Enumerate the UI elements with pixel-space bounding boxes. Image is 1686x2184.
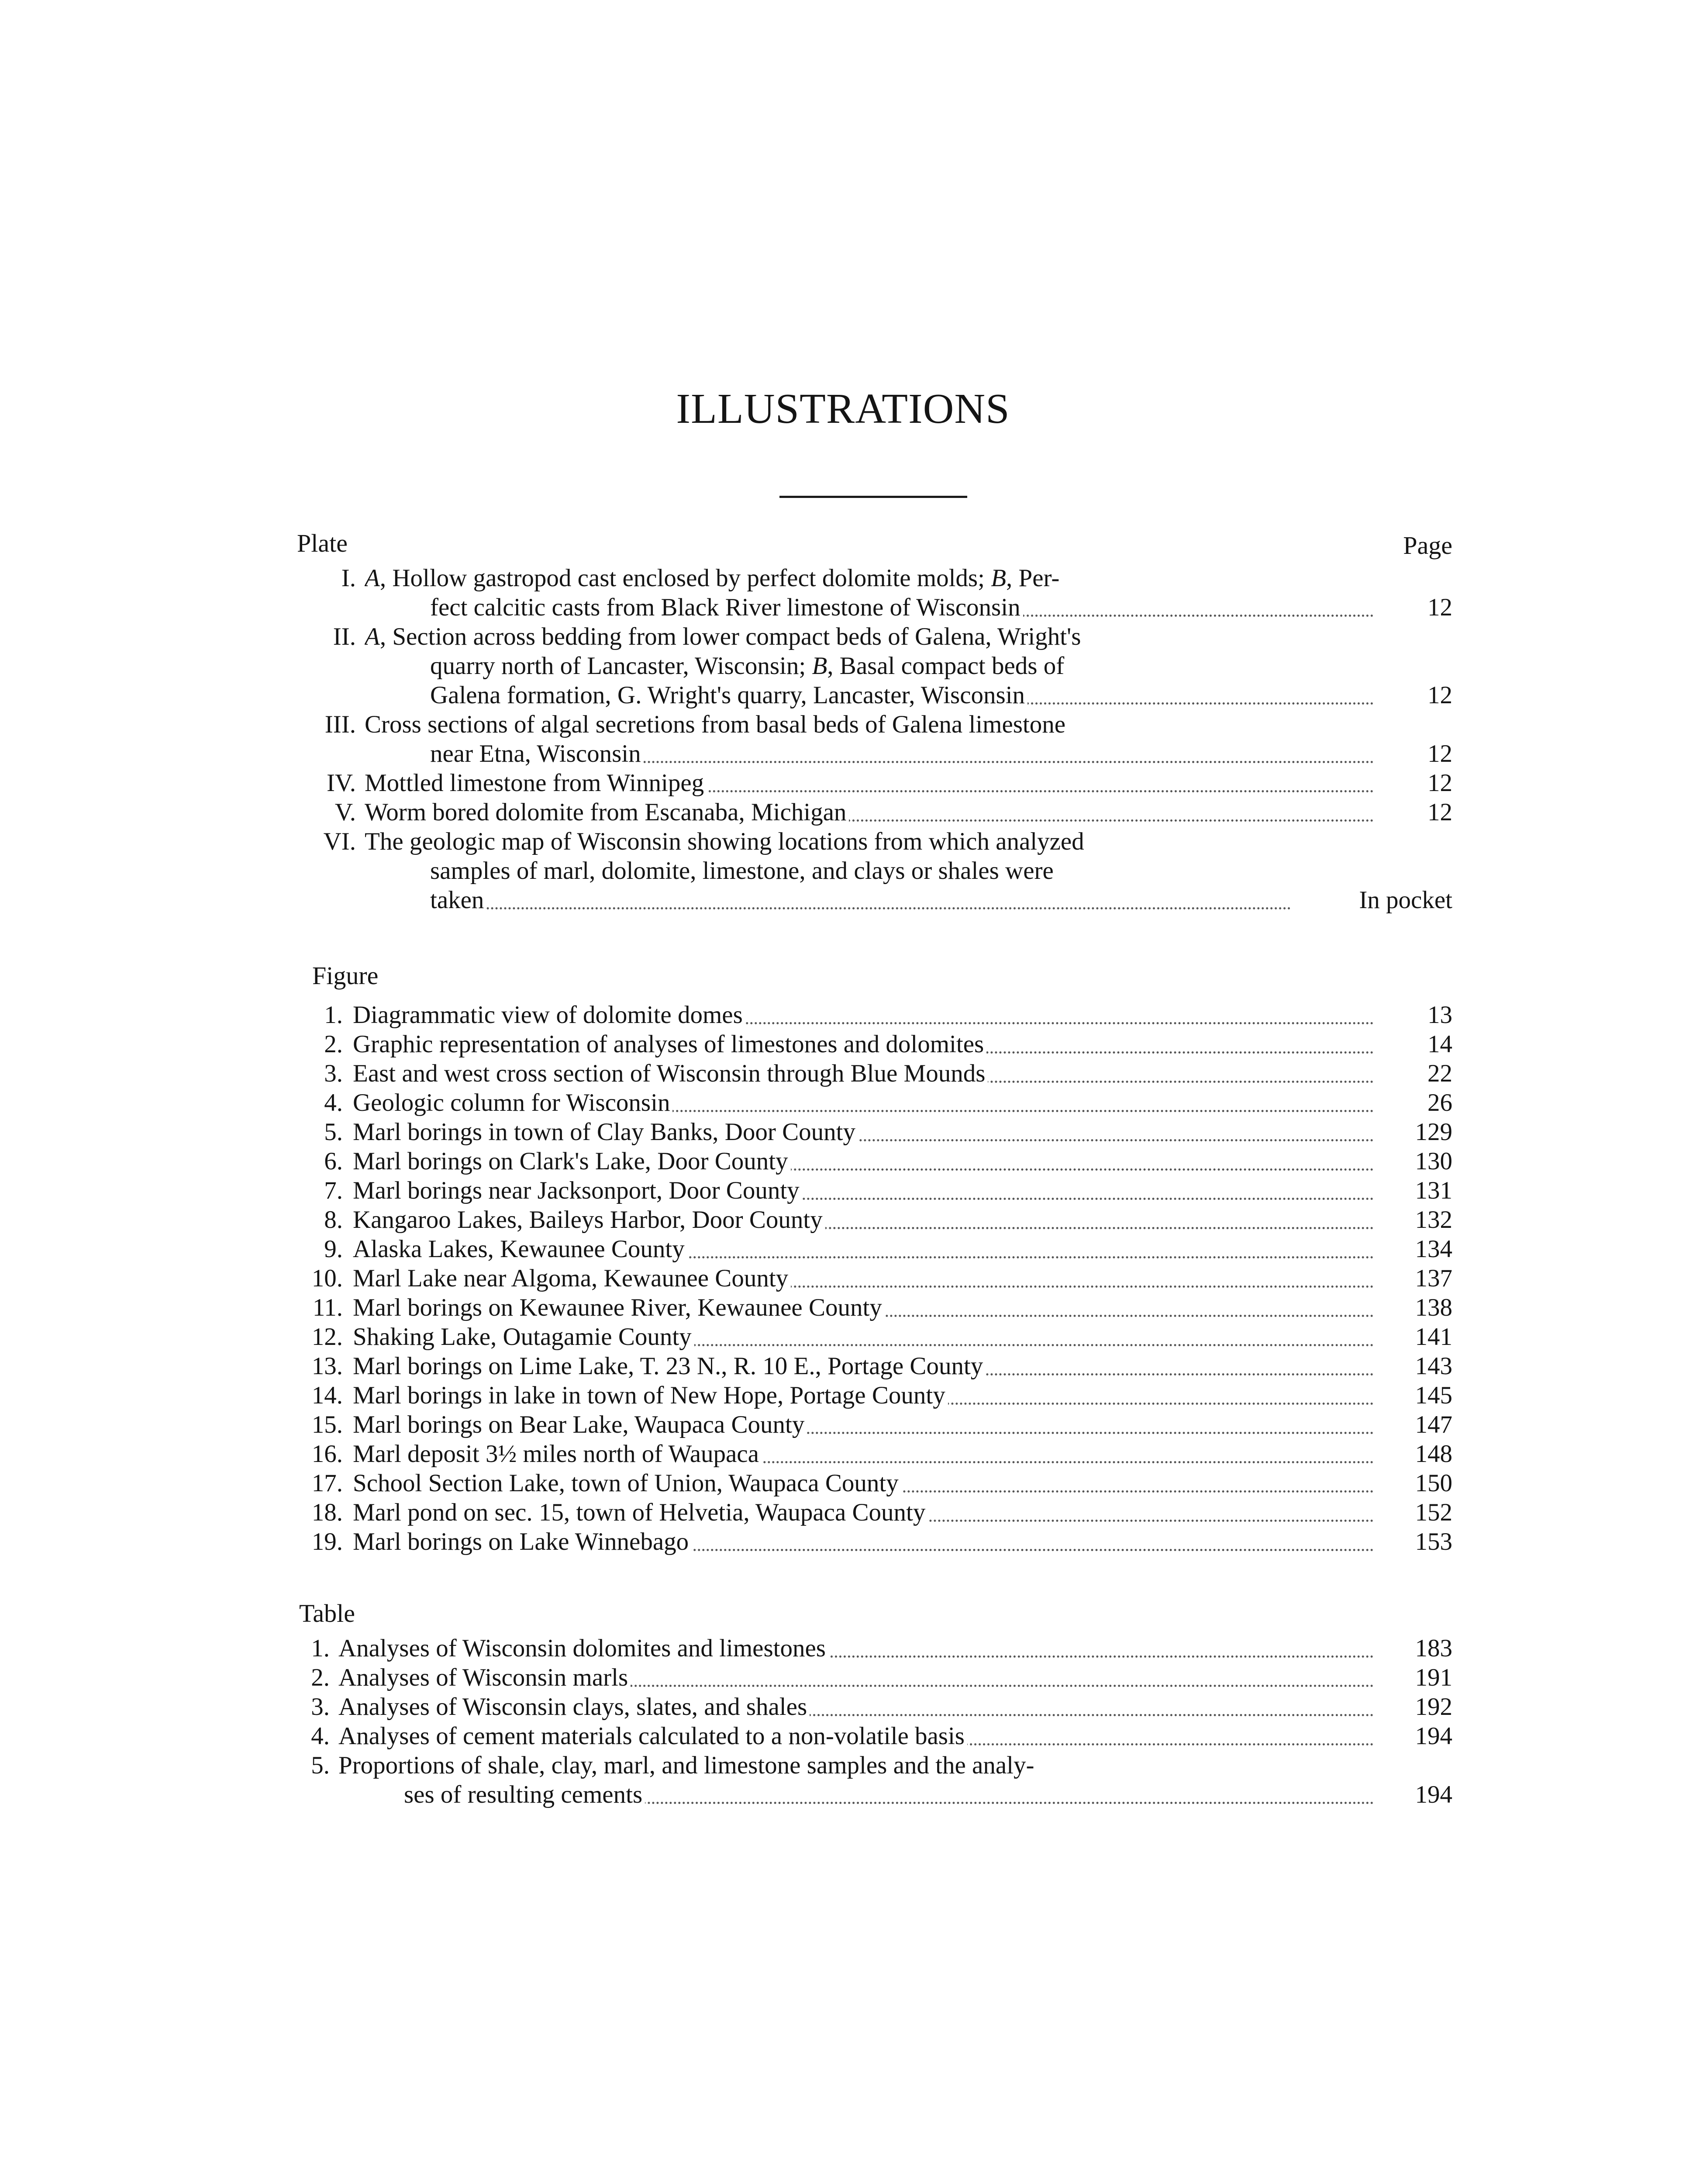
figure-number: 9.: [324, 1235, 343, 1263]
plate-page-number: In pocket: [1359, 886, 1452, 914]
table-title-text: Analyses of Wisconsin clays, slates, and shales: [338, 1692, 1374, 1721]
figure-number: 2.: [324, 1030, 343, 1058]
table-number: 3.: [311, 1693, 330, 1721]
figure-page-number: 131: [1415, 1177, 1452, 1204]
figure-number: 18.: [311, 1499, 343, 1526]
plate-page-number: 12: [1427, 681, 1452, 709]
figure-title-text: Marl borings on Bear Lake, Waupaca County: [353, 1410, 1374, 1439]
plate-title-text: A, Hollow gastropod cast enclosed by perfect dolomite molds; B, Per-: [365, 563, 1452, 593]
figure-page-number: 147: [1415, 1411, 1452, 1438]
figure-title-text: East and west cross section of Wisconsin through Blue Mounds: [353, 1059, 1374, 1088]
figure-page-number: 148: [1415, 1440, 1452, 1468]
figure-number: 7.: [324, 1177, 343, 1204]
figure-page-number: 129: [1415, 1118, 1452, 1146]
plate-heading: Plate: [297, 529, 348, 557]
plate-title-text: Cross sections of algal secretions from basal beds of Galena limestone: [365, 710, 1452, 739]
figure-title-text: Geologic column for Wisconsin: [353, 1088, 1374, 1117]
page-title: ILLUSTRATIONS: [676, 385, 1010, 432]
plate-number: I.: [341, 564, 356, 592]
figure-number: 12.: [311, 1323, 343, 1351]
figure-title-text: Kangaroo Lakes, Baileys Harbor, Door County: [353, 1205, 1374, 1234]
figure-page-number: 143: [1415, 1352, 1452, 1380]
plate-title-text: The geologic map of Wisconsin showing locations from which analyzed: [365, 827, 1452, 856]
table-page-number: 194: [1415, 1781, 1452, 1808]
figure-page-number: 134: [1415, 1235, 1452, 1263]
figure-page-number: 145: [1415, 1382, 1452, 1409]
plate-number: IV.: [326, 769, 356, 797]
figure-title-text: Marl Lake near Algoma, Kewaunee County: [353, 1264, 1374, 1293]
figure-title-text: Graphic representation of analyses of limestones and dolomites: [353, 1030, 1374, 1059]
figure-title-text: Diagrammatic view of dolomite domes: [353, 1000, 1374, 1030]
figure-page-number: 152: [1415, 1499, 1452, 1526]
plate-page-number: 12: [1427, 769, 1452, 797]
plate-title-text: near Etna, Wisconsin: [430, 739, 1374, 768]
figure-number: 10.: [311, 1265, 343, 1292]
figure-page-number: 141: [1415, 1323, 1452, 1351]
table-page-number: 192: [1415, 1693, 1452, 1721]
figure-number: 1.: [324, 1001, 343, 1029]
title-rule: [779, 496, 967, 498]
figure-number: 4.: [324, 1089, 343, 1116]
plate-title-text: taken: [430, 885, 1291, 915]
plate-title-text: A, Section across bedding from lower compact beds of Galena, Wright's: [365, 622, 1452, 651]
figure-number: 14.: [311, 1382, 343, 1409]
plate-number: III.: [324, 711, 356, 738]
figure-number: 13.: [311, 1352, 343, 1380]
figure-title-text: School Section Lake, town of Union, Waupaca County: [353, 1469, 1374, 1498]
figure-page-number: 130: [1415, 1147, 1452, 1175]
figure-number: 15.: [311, 1411, 343, 1438]
table-title-text: Analyses of Wisconsin dolomites and limestones: [338, 1634, 1374, 1663]
figure-title-text: Marl borings in lake in town of New Hope, Portage County: [353, 1381, 1374, 1410]
plate-title-text: Galena formation, G. Wright's quarry, Lancaster, Wisconsin: [430, 681, 1374, 710]
table-page-number: 194: [1415, 1722, 1452, 1750]
figure-number: 8.: [324, 1206, 343, 1234]
plate-number: V.: [334, 798, 356, 826]
figure-title-text: Marl borings on Lake Winnebago: [353, 1527, 1374, 1556]
table-number: 1.: [311, 1635, 330, 1662]
table-title-text: Analyses of Wisconsin marls: [338, 1663, 1374, 1692]
table-title-text: Proportions of shale, clay, marl, and limestone samples and the analy-: [338, 1751, 1452, 1780]
figure-title-text: Alaska Lakes, Kewaunee County: [353, 1234, 1374, 1264]
plate-title-text: fect calcitic casts from Black River limestone of Wisconsin: [430, 593, 1374, 622]
figure-page-number: 137: [1415, 1265, 1452, 1292]
figure-title-text: Marl pond on sec. 15, town of Helvetia, Waupaca County: [353, 1498, 1374, 1527]
figure-title-text: Shaking Lake, Outagamie County: [353, 1322, 1374, 1351]
figure-title-text: Marl borings on Kewaunee River, Kewaunee County: [353, 1293, 1374, 1322]
table-page-number: 183: [1415, 1635, 1452, 1662]
table-title-text: Analyses of cement materials calculated to a non-volatile basis: [338, 1721, 1374, 1751]
table-number: 4.: [311, 1722, 330, 1750]
plate-title-text: Mottled limestone from Winnipeg: [365, 768, 1374, 798]
figure-title-text: Marl borings near Jacksonport, Door County: [353, 1176, 1374, 1205]
figure-page-number: 138: [1415, 1294, 1452, 1321]
plate-title-text: quarry north of Lancaster, Wisconsin; B, Basal compact beds of: [430, 651, 1452, 681]
figure-number: 19.: [311, 1528, 343, 1555]
plate-page-number: 12: [1427, 740, 1452, 767]
figure-number: 3.: [324, 1060, 343, 1087]
figure-page-number: 26: [1427, 1089, 1452, 1116]
figure-page-number: 13: [1427, 1001, 1452, 1029]
figure-title-text: Marl borings on Clark's Lake, Door County: [353, 1147, 1374, 1176]
figure-page-number: 132: [1415, 1206, 1452, 1234]
figure-title-text: Marl borings in town of Clay Banks, Door County: [353, 1117, 1374, 1147]
figure-page-number: 153: [1415, 1528, 1452, 1555]
figure-title-text: Marl deposit 3½ miles north of Waupaca: [353, 1439, 1374, 1469]
plate-title-text: samples of marl, dolomite, limestone, and clays or shales were: [430, 856, 1452, 885]
figure-number: 17.: [311, 1469, 343, 1497]
figure-heading: Figure: [312, 961, 379, 990]
plate-page-number: 12: [1427, 594, 1452, 621]
figure-number: 11.: [312, 1294, 343, 1321]
figure-page-number: 14: [1427, 1030, 1452, 1058]
figure-page-number: 150: [1415, 1469, 1452, 1497]
table-title-text: ses of resulting cements: [404, 1780, 1374, 1809]
table-number: 5.: [311, 1752, 330, 1779]
table-heading: Table: [299, 1599, 355, 1628]
page-column-heading: Page: [1403, 531, 1452, 560]
figure-title-text: Marl borings on Lime Lake, T. 23 N., R. 10 E., Portage County: [353, 1351, 1374, 1381]
table-page-number: 191: [1415, 1664, 1452, 1691]
figure-number: 16.: [311, 1440, 343, 1468]
figure-page-number: 22: [1427, 1060, 1452, 1087]
figure-number: 6.: [324, 1147, 343, 1175]
table-number: 2.: [311, 1664, 330, 1691]
plate-title-text: Worm bored dolomite from Escanaba, Michigan: [365, 798, 1374, 827]
figure-number: 5.: [324, 1118, 343, 1146]
plate-number: VI.: [323, 828, 356, 855]
plate-number: II.: [333, 623, 356, 650]
plate-page-number: 12: [1427, 798, 1452, 826]
